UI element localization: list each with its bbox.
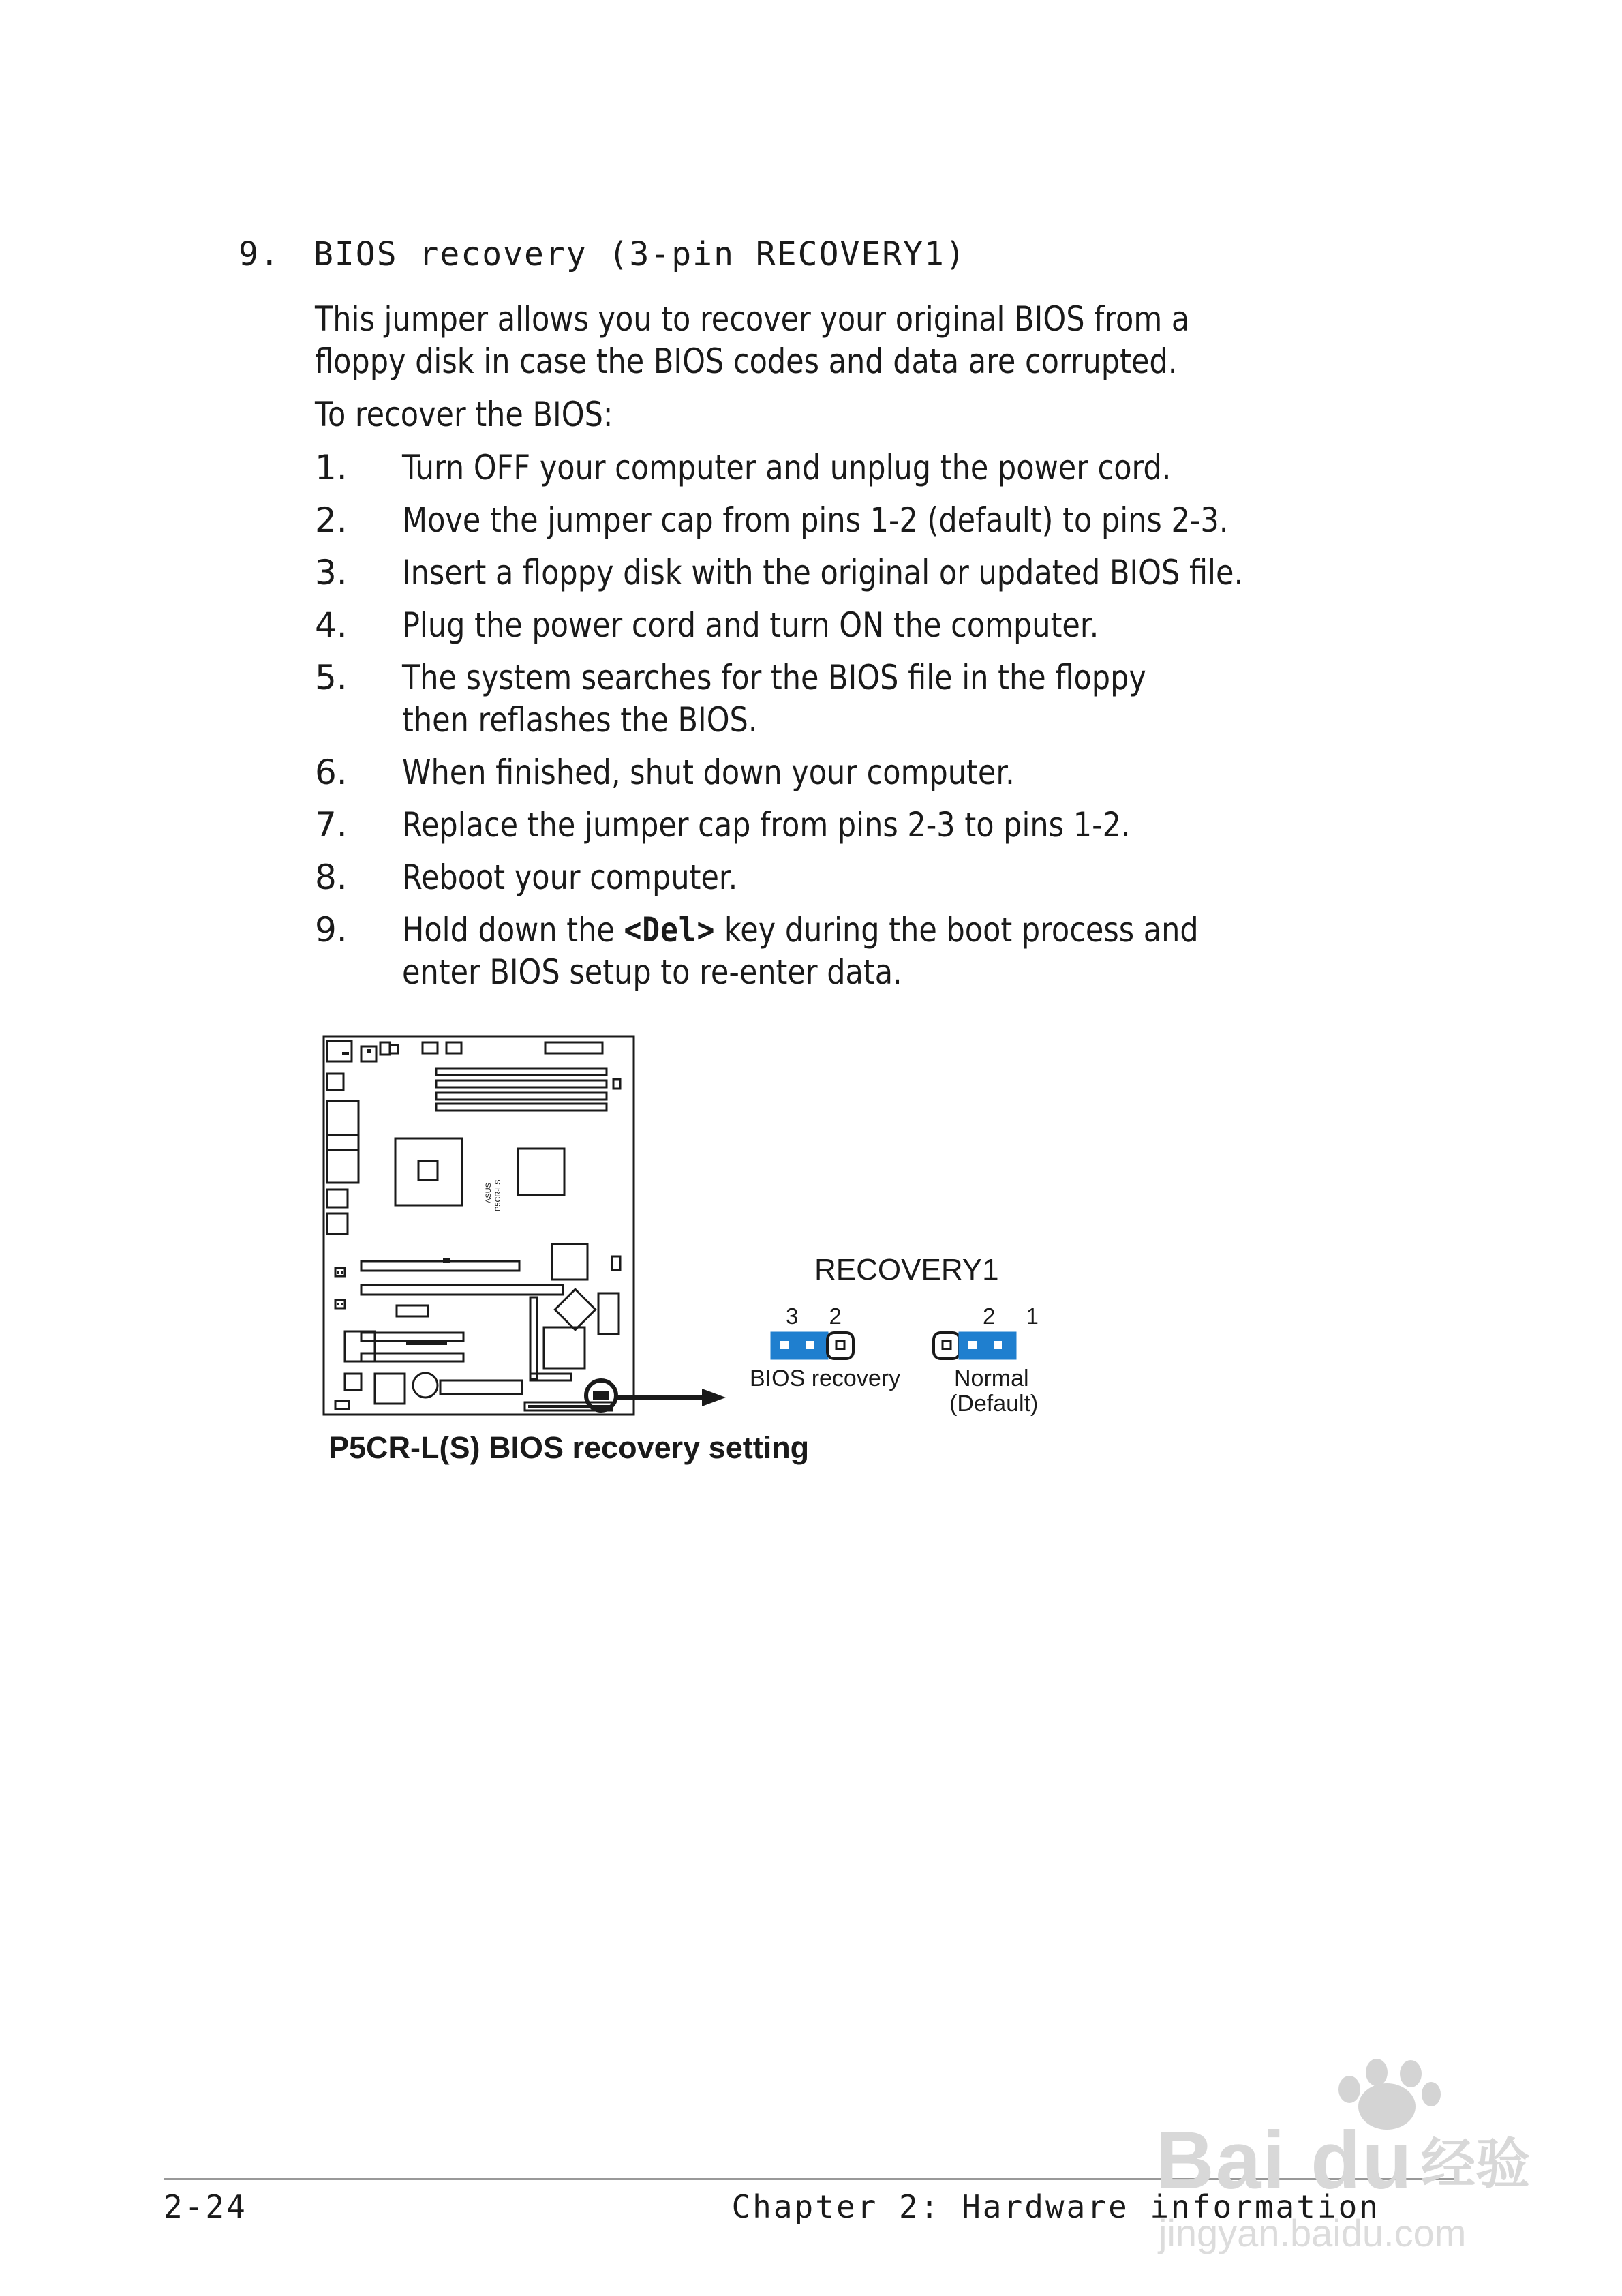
step-item: 6. When finished, shut down your computer. — [315, 753, 1015, 792]
step-item: 5. The system searches for the BIOS file in the floppy then reflashes the BIOS. — [315, 658, 1146, 740]
step-item: 8. Reboot your computer. — [315, 858, 738, 897]
pointer-arrow-head — [702, 1389, 726, 1406]
recovery-steps — [315, 447, 1542, 1003]
jumper-name: RECOVERY1 — [814, 1253, 999, 1286]
board-brand: ASUS — [485, 1183, 493, 1203]
page-number: 2-24 — [164, 2188, 247, 2225]
watermark-brand: Bai du — [1155, 2115, 1413, 2206]
step-item: 7. Replace the jumper cap from pins 2-3 to pins 1-2. — [315, 805, 1131, 845]
bios-recovery-label: BIOS recovery — [750, 1365, 901, 1391]
watermark-cn: 经验 — [1421, 2132, 1530, 2196]
figure-caption: P5CR-L(S) BIOS recovery setting — [328, 1430, 810, 1465]
step-item: 9. Hold down the <Del> key during the boot process and enter BIOS setup to re-enter data. — [315, 910, 1199, 992]
baidu-watermark — [1152, 2052, 1547, 2263]
del-key: <Del> — [624, 910, 716, 950]
normal-label: Normal — [954, 1365, 1029, 1391]
to-recover-label: To recover the BIOS: — [315, 395, 613, 434]
step-item: 3. Insert a floppy disk with the original or updated BIOS file. — [315, 553, 1244, 592]
section-title: BIOS recovery (3-pin RECOVERY1) — [313, 235, 966, 273]
left-pin-numbers: 3 2 — [786, 1303, 854, 1329]
intro-paragraph: This jumper allows you to recover your original BIOS from a floppy disk in case the BIOS codes and data are corrupted. — [315, 299, 1190, 381]
board-model: P5CR-LS — [494, 1179, 502, 1211]
step-item: 4. Plug the power cord and turn ON the computer. — [315, 605, 1099, 645]
watermark-url: jingyan.baidu.com — [1159, 2211, 1467, 2254]
step-item: 1. Turn OFF your computer and unplug the power cord. — [315, 448, 1172, 487]
chapter-title: Chapter 2: Hardware information — [731, 2188, 1380, 2225]
section-number: 9. — [239, 235, 281, 273]
section-heading — [239, 235, 966, 273]
default-label: (Default) — [949, 1391, 1039, 1417]
jumper-bios-recovery — [771, 1333, 853, 1359]
jumper-normal — [934, 1333, 1015, 1359]
right-pin-numbers: 2 1 — [983, 1303, 1051, 1329]
step-item: 2. Move the jumper cap from pins 1-2 (default) to pins 2-3. — [315, 500, 1229, 540]
